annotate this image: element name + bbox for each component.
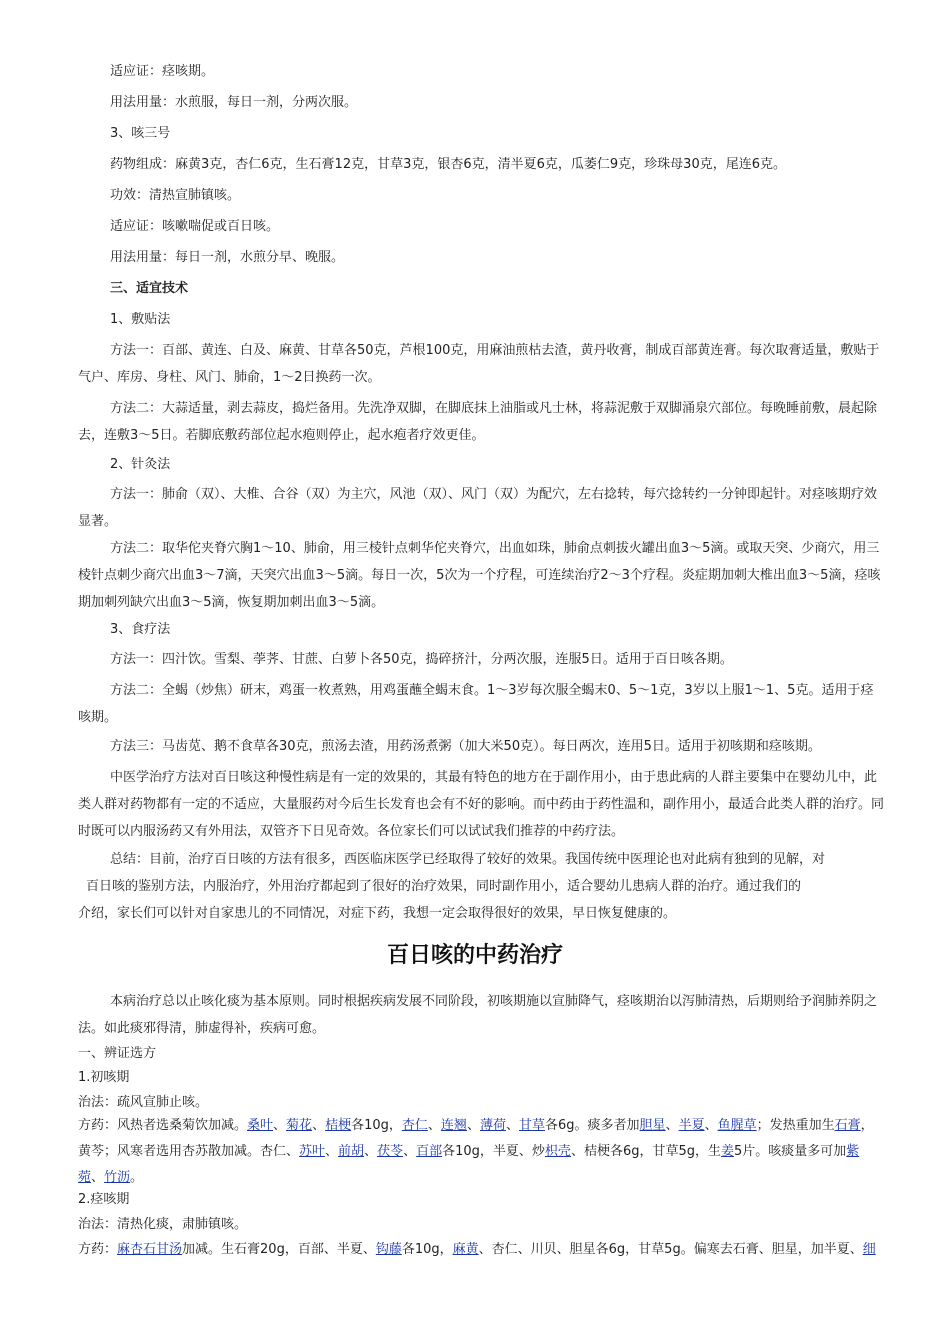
paragraph: 方法二：大蒜适量，剥去蒜皮，捣烂备用。先洗净双脚，在脚底抹上油脂或凡士林，将蒜泥敷于双脚涌泉穴部位。每晚睡前敷，晨起除去，连敷3～5日。若脚底敷药部位起水疱则停止，起水疱者疗效更佳。	[78, 401, 878, 443]
paragraph: 方法二：全蝎（炒焦）研末，鸡蛋一枚煮熟，用鸡蛋蘸全蝎末食。1～3岁每次服全蝎末0、5～1克，3岁以上服1～1、5克。适用于痉咳期。	[78, 683, 874, 725]
text-span: 、	[325, 1144, 339, 1159]
herb-link[interactable]: 杏仁	[401, 1118, 428, 1133]
herb-link[interactable]: 竹沥	[104, 1170, 131, 1185]
paragraph: 用法用量：每日一剂，水煎分早、晚服。	[110, 250, 345, 265]
text-span: 、	[91, 1170, 105, 1185]
herb-link[interactable]: 桑叶	[247, 1118, 274, 1133]
herb-link[interactable]: 苏叶	[299, 1144, 326, 1159]
text-span: 、	[403, 1144, 417, 1159]
summary-line: 百日咳的鉴别方法，内服治疗，外用治疗都起到了很好的治疗效果，同时副作用小，适合婴幼儿患病人群的治疗。通过我们的	[86, 879, 802, 894]
paragraph: 方法一：百部、黄连、白及、麻黄、甘草各50克，芦根100克，用麻油煎枯去渣，黄丹收膏，制成百部黄连膏。每次取膏适量，敷贴于气户、库房、身柱、风门、肺俞，1～2日换药一次。	[78, 343, 880, 385]
text-span: 、	[704, 1118, 718, 1133]
herb-link[interactable]: 半夏	[678, 1118, 705, 1133]
herb-link[interactable]: 姜	[720, 1144, 734, 1159]
text-span: 、	[665, 1118, 679, 1133]
herb-link[interactable]: 连翘	[440, 1118, 467, 1133]
text-span: 、桔梗各6g，甘草5g，生	[570, 1144, 721, 1159]
paragraph: 治法：疏风宣肺止咳。	[78, 1095, 209, 1110]
herb-link[interactable]: 甘草	[518, 1118, 545, 1133]
prescription-paragraph	[78, 1236, 884, 1263]
text-span: 5片。咳痰量多可加	[734, 1144, 847, 1159]
herb-link[interactable]: 石膏	[834, 1118, 861, 1133]
text-span: 各10g，	[351, 1118, 402, 1133]
subsection-heading: 1、敷贴法	[110, 312, 171, 327]
herb-link[interactable]: 百部	[416, 1144, 443, 1159]
subsection-heading: 2.痉咳期	[78, 1192, 130, 1207]
herb-link[interactable]: 茯苓	[377, 1144, 404, 1159]
text-span: 、	[505, 1118, 519, 1133]
text-span: 方药：风热者选桑菊饮加减。	[78, 1118, 248, 1133]
text-span: 各10g，半夏、炒	[442, 1144, 545, 1159]
text-span: 、	[273, 1118, 287, 1133]
text-span: 方药：	[78, 1242, 118, 1257]
text-span: ，黄芩；风寒者选用杏苏散加减。杏仁、	[78, 1118, 874, 1159]
text-span: 各6g。痰多者加	[545, 1118, 640, 1133]
text-span: 、	[466, 1118, 480, 1133]
herb-link[interactable]: 前胡	[338, 1144, 365, 1159]
paragraph: 功效：清热宣肺镇咳。	[110, 188, 241, 203]
text-span: 。	[130, 1170, 144, 1185]
summary-line: 介绍，家长们可以针对自家患儿的不同情况，对症下药，我想一定会取得很好的效果，早日恢复健康的。	[78, 906, 677, 921]
paragraph: 适应证：咳嗽喘促或百日咳。	[110, 219, 280, 234]
herb-link[interactable]: 枳壳	[544, 1144, 571, 1159]
paragraph: 中医学治疗方法对百日咳这种慢性病是有一定的效果的，其最有特色的地方在于副作用小，由于患此病的人群主要集中在婴幼儿中，此类人群对药物都有一定的不适应，大量服药对今后生长发育也会有不好的影响。而中药由于药性温和，副作用小，最适合此类人群的治疗。同时既可以内服汤药又有外用法，双管齐下日见奇效。各位家长们可以试试我们推荐的中药疗法。	[78, 770, 885, 839]
subsection-heading: 2、针灸法	[110, 457, 171, 472]
subsection-heading: 3、食疗法	[110, 622, 171, 637]
paragraph: 本病治疗总以止咳化痰为基本原则。同时根据疾病发展不同阶段，初咳期施以宣肺降气，痉咳期治以泻肺清热，后期则给予润肺养阴之法。如此痰邪得清，肺虚得补，疾病可愈。	[78, 994, 878, 1036]
herb-link[interactable]: 细	[862, 1242, 876, 1257]
page-title: 百日咳的中药治疗	[386, 943, 563, 968]
text-span: ；发热重加生	[756, 1118, 835, 1133]
paragraph: 方法一：四汁饮。雪梨、荸荠、甘蔗、白萝卜各50克，捣碎挤汁，分两次服，连服5日。适用于百日咳各期。	[110, 652, 733, 667]
paragraph: 治法：清热化痰，肃肺镇咳。	[78, 1217, 248, 1232]
herb-link[interactable]: 鱼腥草	[717, 1118, 757, 1133]
herb-link[interactable]: 胆星	[639, 1118, 666, 1133]
text-span: 、	[312, 1118, 326, 1133]
section-heading: 一、辨证选方	[78, 1046, 157, 1061]
herb-link[interactable]: 桔梗	[325, 1118, 352, 1133]
subsection-heading: 1.初咳期	[78, 1070, 130, 1085]
herb-link[interactable]: 薄荷	[479, 1118, 506, 1133]
herb-link[interactable]: 紫菀	[78, 1144, 860, 1185]
summary-line: 总结：目前，治疗百日咳的方法有很多，西医临床医学已经取得了较好的效果。我国传统中医理论也对此病有独到的见解，对	[110, 852, 826, 867]
paragraph: 方法一：肺俞（双）、大椎、合谷（双）为主穴，风池（双）、风门（双）为配穴，左右捻转，每穴捻转约一分钟即起针。对痉咳期疗效显著。	[78, 487, 878, 529]
paragraph: 药物组成：麻黄3克，杏仁6克，生石膏12克，甘草3克，银杏6克，清半夏6克，瓜萎仁9克，珍珠母30克，尾连6克。	[110, 157, 786, 172]
text-span: 、杏仁、川贝、胆星各6g，甘草5g。偏寒去石膏、胆星，加半夏、	[478, 1242, 863, 1257]
herb-link[interactable]: 菊花	[286, 1118, 313, 1133]
text-span: 加减。生石膏20g，百部、半夏、	[182, 1242, 376, 1257]
paragraph: 用法用量：水煎服，每日一剂，分两次服。	[110, 95, 358, 110]
text-span: 各10g，	[401, 1242, 453, 1257]
section-heading: 三、适宜技术	[110, 281, 189, 296]
paragraph: 方法二：取华佗夹脊穴胸1～10、肺俞，用三棱针点刺华佗夹脊穴，出血如珠，肺俞点刺拔火罐出血3～5滴。或取天突、少商穴，用三棱针点刺少商穴出血3～7滴，天突穴出血3～5滴。每日一次，5次为一个疗程，可连续治疗2～3个疗程。炎症期加刺大椎出血3～5滴，痉咳期加刺列缺穴出血3～5滴，恢复期加刺出血3～5滴。	[78, 541, 881, 610]
prescription-paragraph	[78, 1113, 884, 1191]
text-span: 、	[427, 1118, 441, 1133]
text-span: 、	[364, 1144, 378, 1159]
paragraph: 方法三：马齿苋、鹅不食草各30克，煎汤去渣，用药汤煮粥（加大米50克）。每日两次，连用5日。适用于初咳期和痉咳期。	[110, 739, 821, 754]
paragraph: 适应证：痉咳期。	[110, 64, 215, 79]
herb-link[interactable]: 钩藤	[375, 1242, 402, 1257]
subsection-heading: 3、咳三号	[110, 126, 171, 141]
herb-link[interactable]: 麻黄	[452, 1242, 479, 1257]
herb-link[interactable]: 麻杏石甘汤	[117, 1242, 183, 1257]
